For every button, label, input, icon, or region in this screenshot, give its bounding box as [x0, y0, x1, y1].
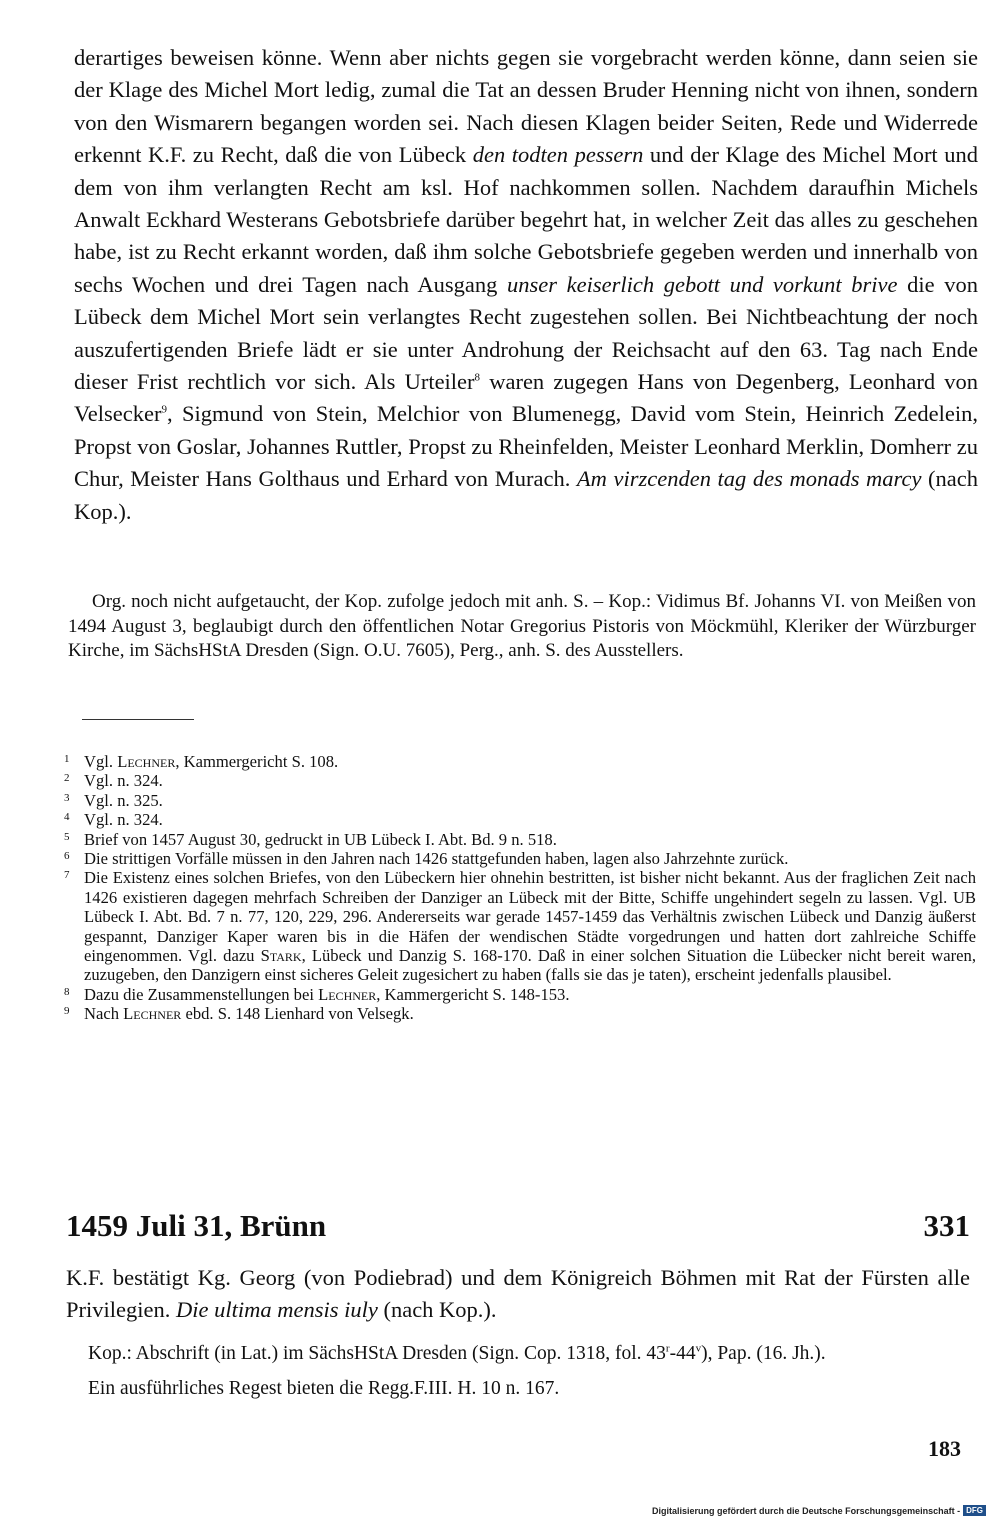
- text-run: -44: [669, 1343, 696, 1364]
- footnote-text: [84, 985, 976, 1004]
- footnotes: [64, 752, 976, 1024]
- dfg-logo-icon: DFG: [963, 1505, 986, 1516]
- text-run: , Kammergericht S. 148-153.: [376, 984, 570, 1004]
- kop-text: [88, 1336, 976, 1371]
- footnote: [64, 830, 976, 849]
- footnote: [64, 1004, 976, 1023]
- author-name: Lechner: [117, 752, 176, 771]
- folio-side: v: [695, 1342, 702, 1355]
- text-run: Nach: [84, 1004, 124, 1024]
- footnote: [64, 771, 976, 790]
- text-run: und der Klage des Michel Mort und dem von ihm verlangten Recht am ksl. Hof nachkommen sollen. Nachdem daraufhin Michels Anwalt Eckhard Westerans Gebotsbriefe darüber begehrt hat, in welcher Zeit das alles zu geschehen habe, ist zu Recht erkannt worden, daß ihm solche Gebotsbriefe gegeben werden und innerhalb von sechs Wochen und drei Tagen nach Ausgang: [74, 142, 978, 297]
- footnote: [64, 752, 976, 771]
- footnote-text: [84, 1004, 976, 1023]
- footnote-number: 9: [64, 1005, 70, 1018]
- author-name: Lechner: [318, 984, 377, 1004]
- folio-side: r: [665, 1342, 670, 1355]
- digitization-credit: [652, 1505, 986, 1516]
- footnote: [64, 810, 976, 829]
- text-run: Dazu die Zusammenstellungen bei: [84, 984, 319, 1004]
- text-run: Die Existenz eines solchen Briefes, von den Lübeckern hier ohnehin bestritten, ist bisher nicht bekannt. Aus der fraglichen Zeit nach 1426 existieren dagegen mehrfach Schreiben der Danziger an Lübeck mit der Bitte, Schiffe ungehindert segeln zu lassen. Vgl. UB Lübeck I. Abt. Bd. 7 n. 77, 120, 229, 296. Andererseits war gerade 1457-1459 das Verhältnis zwischen Lübeck und Danzig äußerst gespannt, Danziger Kaper waren bis in die Häfen der wendischen Städte vorgedrungen und hatten dort zahlreiche Schiffe eingenommen. Vgl. dazu: [84, 868, 976, 966]
- credit-text: Digitalisierung gefördert durch die Deutsche Forschungsgemeinschaft -: [652, 1505, 961, 1516]
- footnote-number: 4: [64, 811, 70, 824]
- quote-text: unser keiserlich gebott und vorkunt brive: [507, 271, 898, 297]
- footnote-ref: 9: [161, 403, 167, 416]
- footnote: [64, 791, 976, 810]
- source-note: [68, 590, 976, 664]
- regg-text: Ein ausführliches Regest bieten die Regg.F.III. H. 10 n. 167.: [88, 1378, 560, 1399]
- entry-regest: [66, 1262, 970, 1325]
- quote-text: Die ultima mensis iuly: [175, 1296, 378, 1322]
- entry-source: [88, 1336, 976, 1406]
- footnote-text: [84, 752, 976, 771]
- text-run: derartiges beweisen könne. Wenn aber nichts gegen sie vorgebracht werden könne, dann seien sie der Klage des Michel Mort ledig, zumal die Tat an dessen Bruder Henning nicht von ihnen, sondern von den Wismarern begangen worden sei. Nach diesen Klagen beider Seiten, Rede und Widerrede erkennt K.F. zu Recht, daß die von Lübeck: [74, 45, 978, 168]
- main-text: [74, 42, 978, 528]
- footnote-text: [84, 868, 976, 984]
- footnote-number: 1: [64, 753, 70, 765]
- regest-text: [66, 1262, 970, 1325]
- text-run: die von Lübeck dem Michel Mort sein verlangtes Recht zugestehen sollen. Bei Nichtbeachtung der noch auszufertigenden Briefe lädt er sie unter Androhung der Reichsacht auf den 63. Tag nach Ende dieser Frist rechtlich vor sich. Als Urteiler: [74, 271, 978, 395]
- footnote-number: 8: [64, 985, 70, 998]
- author-name: Stark: [260, 946, 302, 966]
- entry-number: 331: [923, 1208, 970, 1243]
- footnote-number: 3: [64, 791, 70, 804]
- page-number: 183: [928, 1436, 961, 1461]
- footnote-text: Vgl. n. 325.: [84, 790, 163, 810]
- footnote-number: 7: [64, 869, 70, 882]
- footnote-text: Die strittigen Vorfälle müssen in den Jahren nach 1426 stattgefunden haben, lagen also Jahrzehnte zurück.: [84, 849, 789, 869]
- author-name: Lechner: [123, 1004, 182, 1024]
- text-run: , Kammergericht S. 108.: [175, 752, 339, 771]
- footnote: [64, 985, 976, 1004]
- footnote-text: Brief von 1457 August 30, gedruckt in UB Lübeck I. Abt. Bd. 9 n. 518.: [84, 829, 557, 849]
- text-run: (nach Kop.).: [74, 466, 978, 524]
- text-run: ebd. S. 148 Lienhard von Velsegk.: [181, 1004, 414, 1024]
- entry-heading: [66, 1206, 970, 1246]
- text-run: , Lübeck und Danzig S. 168-170. Daß in einer solchen Situation die Lübecker nicht bereit waren, zuzugeben, den Danzigern einst sicheres Geleit zugesichert zu haben (falls sie das je taten), erscheint jedenfalls plausibel.: [84, 946, 976, 985]
- footnote: [64, 849, 976, 868]
- footnote-number: 2: [64, 772, 70, 785]
- main-paragraph: [74, 42, 978, 528]
- text-run: K.F. bestätigt Kg. Georg (von Podiebrad) und dem Königreich Böhmen mit Rat der Fürsten alle Privilegien.: [66, 1265, 970, 1322]
- footnote-divider: [82, 719, 194, 720]
- text-run: Kop.: Abschrift (in Lat.) im SächsHStA Dresden (Sign. Cop. 1318, fol. 43: [88, 1343, 666, 1364]
- footnote: [64, 868, 976, 984]
- text-run: (nach Kop.).: [377, 1296, 497, 1322]
- text-run: , Sigmund von Stein, Melchior von Blumenegg, David vom Stein, Heinrich Zedelein, Propst von Goslar, Johannes Ruttler, Propst zu Rheinfelden, Meister Leonhard Merklin, Domherr zu Chur, Meister Hans Golthaus und Erhard von Murach.: [74, 401, 978, 492]
- footnote-ref: 8: [474, 371, 481, 384]
- footnote-number: 6: [64, 850, 70, 863]
- text-run: Vgl.: [84, 752, 118, 771]
- quote-text: Am virzcenden tag des monads marcy: [576, 466, 922, 492]
- footnote-text: Vgl. n. 324.: [84, 810, 163, 830]
- footnote-text: Vgl. n. 324.: [84, 771, 163, 791]
- text-run: waren zugegen Hans von Degenberg, Leonhard von Velsecker: [74, 369, 979, 427]
- text-run: ), Pap. (16. Jh.).: [701, 1343, 826, 1364]
- source-note-text: Org. noch nicht aufgetaucht, der Kop. zufolge jedoch mit anh. S. – Kop.: Vidimus Bf. Johanns VI. von Meißen von 1494 August 3, beglaubigt durch den öffentlichen Notar Gregorius Pistoris von Möckmühl, Kleriker der Würzburger Kirche, im SächsHStA Dresden (Sign. O.U. 7605), Perg., anh. S. des Ausstellers.: [68, 591, 976, 662]
- quote-text: den todten pessern: [472, 142, 644, 168]
- entry-date-place: 1459 Juli 31, Brünn: [66, 1208, 327, 1243]
- footnote-number: 5: [64, 830, 70, 843]
